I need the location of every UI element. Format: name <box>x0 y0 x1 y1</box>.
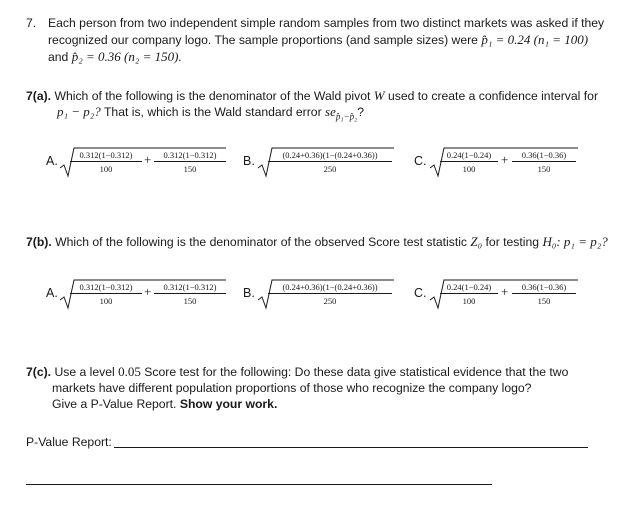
question-number: 7. <box>26 16 37 30</box>
fraction-a1 <box>70 282 142 306</box>
q7b-line <box>26 234 608 250</box>
q7-line2-text: recognized our company logo. The sample proportions (and sample sizes) were <box>48 33 482 47</box>
q7-line1: Each person from two independent simple random samples from two distinct markets was asked if they <box>48 16 605 30</box>
option-b-letter[interactable]: B. <box>243 286 255 300</box>
fraction-a2-den: 150 <box>183 296 197 306</box>
p1-minus-p2: p₁ − p₂? <box>57 104 101 119</box>
fraction-c1 <box>440 150 498 174</box>
q7c-line2: markets have different population proportions of those who recognize the company logo? <box>52 381 532 395</box>
fraction-b <box>268 282 392 306</box>
fraction-a2 <box>154 150 226 174</box>
fraction-c1-num: 0.24(1−0.24) <box>440 150 498 162</box>
fraction-b-num: (0.24+0.36)(1−(0.24+0.36)) <box>268 150 392 162</box>
se-subscript: p̂₁−p̂₂ <box>335 111 358 122</box>
null-hypothesis: H₀: p₁ = p₂? <box>542 234 608 249</box>
fraction-b-num: (0.24+0.36)(1−(0.24+0.36)) <box>268 282 392 294</box>
q7-line2 <box>48 32 588 48</box>
q7c-text3a: Give a P-Value Report. <box>52 397 180 411</box>
fraction-b-den: 250 <box>323 296 337 306</box>
fraction-a2 <box>154 282 226 306</box>
fraction-a1-num: 0.312(1−0.312) <box>70 282 142 294</box>
q7a-line2 <box>57 104 364 124</box>
fraction-c2-den: 150 <box>537 296 551 306</box>
q7a-label: 7(a). <box>26 89 52 103</box>
se-symbol: se <box>325 104 336 119</box>
fraction-c1-den: 100 <box>462 164 476 174</box>
fraction-a2-num: 0.312(1−0.312) <box>154 150 226 162</box>
q7-line3 <box>48 49 182 65</box>
q7c-line1 <box>26 364 568 380</box>
significance-level: 0.05 <box>118 364 141 379</box>
q7-line3-text: and <box>48 50 72 64</box>
q7c-label: 7(c). <box>26 365 52 379</box>
fraction-a2-num: 0.312(1−0.312) <box>154 282 226 294</box>
fraction-a1 <box>70 150 142 174</box>
plus-sign: + <box>144 152 152 167</box>
q7a-text1b: used to create a confidence interval for <box>384 89 598 103</box>
fraction-c2 <box>512 150 576 174</box>
option-a-letter[interactable]: A. <box>46 154 58 168</box>
q7c-text1b: Score test for the following: Do these data give statistical evidence that the two <box>140 365 569 379</box>
fraction-c2 <box>512 282 576 306</box>
option-c-letter[interactable]: C. <box>414 154 427 168</box>
q7a-line1 <box>26 88 598 104</box>
fraction-c1-den: 100 <box>462 296 476 306</box>
fraction-b <box>268 150 392 174</box>
q7b-text: Which of the following is the denominator of the observed Score test statistic <box>55 235 471 249</box>
p2-hat-value: p̂₂ = 0.36 (n₂ = 150). <box>71 49 182 64</box>
fraction-a1-den: 100 <box>99 164 113 174</box>
answer-line-2[interactable] <box>26 484 492 485</box>
q7c-text1a: Use a level <box>51 365 119 379</box>
fraction-a1-den: 100 <box>99 296 113 306</box>
q7b-label: 7(b). <box>26 235 52 249</box>
fraction-c2-num: 0.36(1−0.36) <box>512 150 576 162</box>
option-c-letter[interactable]: C. <box>414 286 427 300</box>
plus-sign: + <box>144 284 152 299</box>
q7c-line3 <box>52 396 277 412</box>
q7a-text1: Which of the following is the denominator of the Wald pivot <box>54 89 374 103</box>
plus-sign: + <box>501 284 509 299</box>
show-work-instruction: Show your work. <box>179 397 278 411</box>
fraction-c2-den: 150 <box>537 164 551 174</box>
q7a-qmark: ? <box>357 105 364 119</box>
fraction-c2-num: 0.36(1−0.36) <box>512 282 576 294</box>
fraction-c1 <box>440 282 498 306</box>
plus-sign: + <box>501 152 509 167</box>
fraction-b-den: 250 <box>323 164 337 174</box>
q7b-text2: for testing <box>482 235 543 249</box>
q7a-text2: That is, which is the Wald standard error <box>100 105 326 119</box>
pvalue-report-label: P-Value Report: <box>26 435 112 449</box>
option-b-letter[interactable]: B. <box>243 154 255 168</box>
fraction-c1-num: 0.24(1−0.24) <box>440 282 498 294</box>
z0-symbol: Z₀ <box>470 234 483 249</box>
fraction-a2-den: 150 <box>183 164 197 174</box>
option-a-letter[interactable]: A. <box>46 286 58 300</box>
fraction-a1-num: 0.312(1−0.312) <box>70 150 142 162</box>
p1-hat-value: p̂₁ = 0.24 (n₁ = 100) <box>481 32 589 47</box>
answer-line-1[interactable] <box>114 447 588 448</box>
wald-pivot-symbol: W <box>373 88 385 103</box>
